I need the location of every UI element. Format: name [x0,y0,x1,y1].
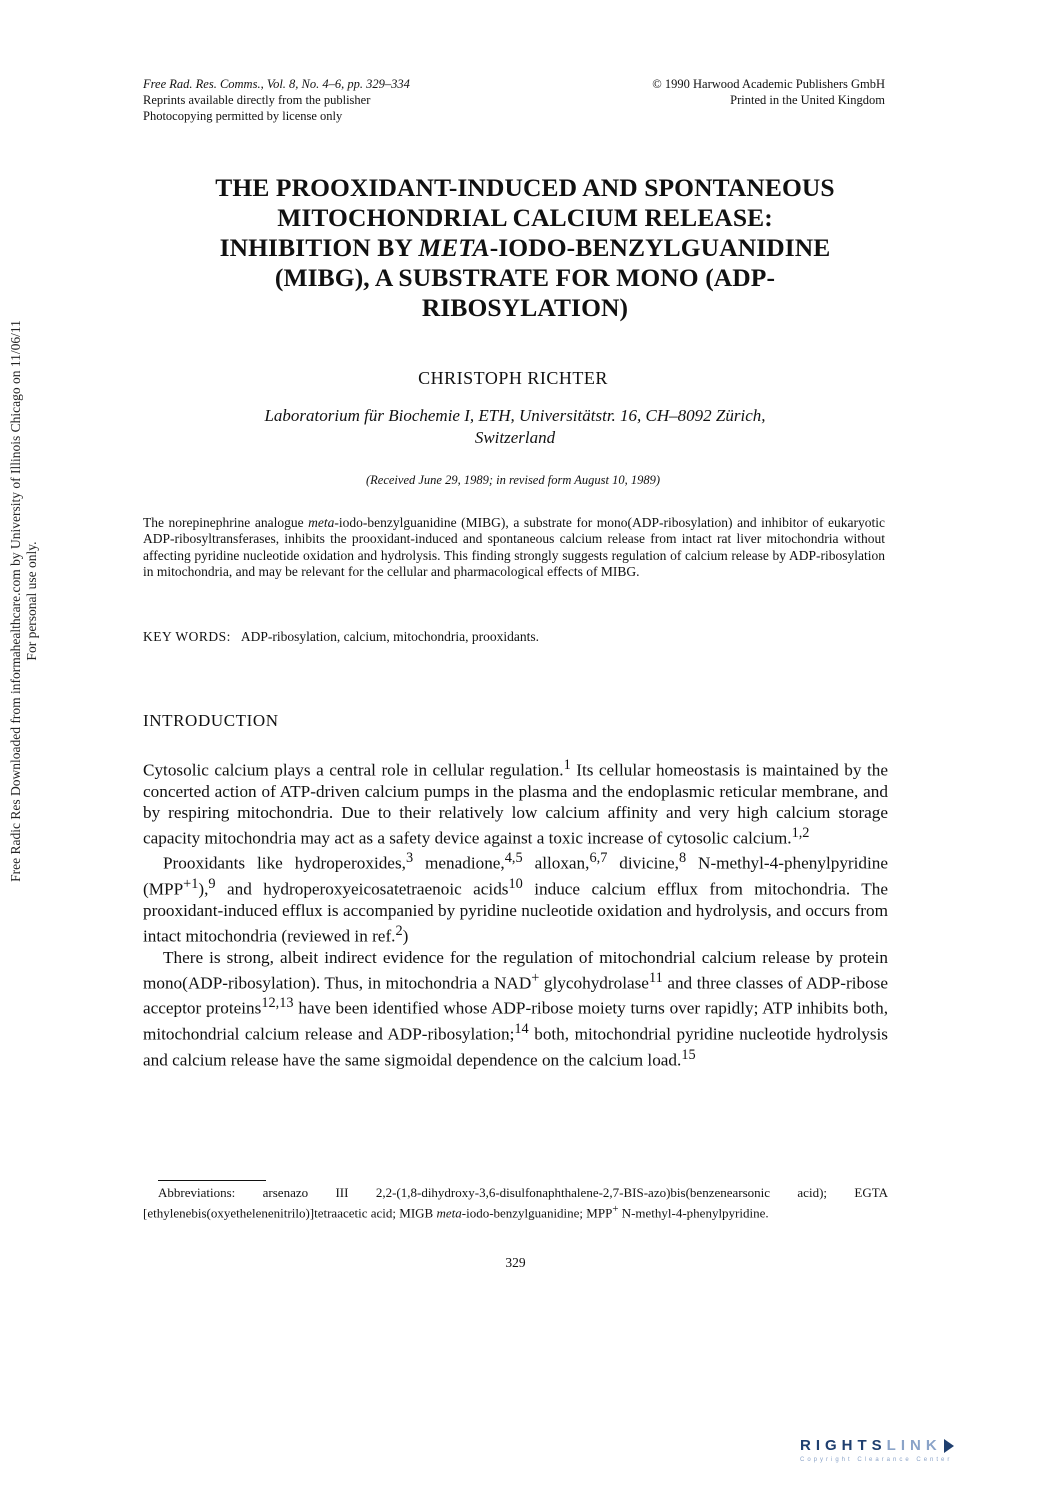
text-run: Cytosolic calcium plays a central role in cellular regulation. [143,760,564,780]
title-line: RIBOSYLATION) [421,293,629,322]
abstract [143,515,885,581]
chevron-right-icon [944,1439,954,1453]
citation-ref: 8 [678,850,687,867]
charge-superscript: + [531,969,540,986]
citation-ref: 1 [563,757,571,773]
keywords-label: KEY WORDS: [143,629,231,644]
citation-ref: 15 [681,1046,696,1063]
footnote-divider [158,1180,266,1181]
publisher-notice [560,76,885,108]
citation-ref: 11 [648,969,663,986]
citation-ref: 10 [508,876,523,893]
citation-ref: 14 [514,1021,529,1038]
text-run: and three classes of ADP-ribose acceptor proteins [143,973,888,1019]
footnote [143,1185,888,1221]
download-notice-line: Free Radic Res Downloaded from informahealthcare.com by University of Illinois Chicago on 11/06/11 [8,320,23,882]
keywords-text: ADP-ribosylation, calcium, mitochondria, prooxidants. [240,629,539,644]
footnote-text: Abbreviations: arsenazo III 2,2-(1,8-dihydroxy-3,6-disulfonaphthalene-2,7-BIS-azo)bis(benzenearsonic acid); EGTA [ethylenebis(oxyethelenenitrilo)]tetraacetic acid; MIGB [143,1185,888,1221]
title-line: MITOCHONDRIAL CALCIUM RELEASE: [277,203,773,232]
abstract-text: -iodo-benzylguanidine (MIBG), a substrate for mono(ADP-ribosylation) and inhibitor of eukaryotic ADP-ribosyltransferases, inhibits the prooxidant-induced and spontaneous calcium release from intact rat liver mitochondria without affecting pyridine nucleotide oxidation and hydrolysis. This finding strongly suggests regulation of calcium release by ADP-ribosylation in mitochondria, and may be relevant for the cellular and pharmacological effects of MIBG. [143,515,885,580]
author-name: CHRISTOPH RICHTER [418,368,608,388]
text-run: have been identified whose ADP-ribose moiety turns over rapidly; ATP inhibits both, mitochondrial calcium release and ADP-ribosylation; [143,999,889,1044]
title-fragment: INHIBITION BY [219,233,419,262]
affiliation-line: Switzerland [474,428,556,447]
affiliation-line: Laboratorium für Biochemie I, ETH, Universitätstr. 16, CH–8092 Zürich, [264,406,766,425]
keywords [143,629,885,645]
rightslink-light: LINK [886,1437,942,1454]
page-number: 329 [505,1255,526,1270]
paragraph [143,755,888,848]
title-line [110,233,940,263]
abstract-italic: meta [308,515,335,530]
citation-ref: 4,5 [504,850,523,867]
text-run: glycohydrolase [539,973,649,993]
citation-line: Reprints available directly from the publisher [143,93,371,107]
citation-ref: 3 [405,850,414,867]
printed-line: Printed in the United Kingdom [730,93,885,107]
text-run: divicine, [607,854,679,874]
text-run: There is strong, albeit indirect evidence for the regulation of mitochondrial calcium release by protein mono(ADP-ribosylation). Thus, in mitochondria a NAD [143,947,888,993]
section-heading: INTRODUCTION [143,711,279,730]
paragraph [143,848,888,946]
download-notice [0,320,44,882]
rightslink-logo[interactable] [800,1437,1030,1473]
text-run: menadione, [413,854,505,874]
rightslink-tagline: Copyright Clearance Center [800,1457,953,1463]
text-run: induce calcium efflux from mitochondria. The prooxidant-induced efflux is accompanied by pyridine nucleotide oxidation and hydrolysis, and occurs from intact mitochondria (reviewed in ref. [143,879,889,946]
journal-citation [143,76,543,124]
citation-ref: 9 [208,876,216,893]
copyright-line: © 1990 Harwood Academic Publishers GmbH [652,77,885,91]
rightslink-wordmark [800,1437,1030,1455]
text-run: both, mitochondrial pyridine nucleotide hydrolysis and calcium release have the same sigmoidal dependence on the calcium load. [143,1024,888,1070]
citation-ref: 2 [395,922,403,939]
title-italic-fragment: META [418,233,490,262]
charge-superscript: + [612,1203,619,1215]
charge-superscript: +1 [183,876,199,893]
title-fragment: -IODO-BENZYLGUANIDINE [489,233,831,262]
title-line: (MIBG), A SUBSTRATE FOR MONO (ADP- [274,263,776,292]
footnote-text: -iodo-benzylguanidine; MPP [461,1205,613,1221]
rightslink-bold: RIGHTS [800,1437,887,1454]
citation-line: Free Rad. Res. Comms., Vol. 8, No. 4–6, pp. 329–334 [143,77,410,91]
download-notice-text [8,191,40,1011]
text-run: ) [402,926,409,946]
text-run: N-methyl-4-phenylpyridine (MPP [143,854,889,899]
text-run: alloxan, [522,854,590,874]
footnote-text: N-methyl-4-phenylpyridine. [618,1205,769,1221]
citation-ref: 1,2 [791,824,810,841]
text-run: and hydroperoxyeicosatetraenoic acids [215,879,509,899]
citation-ref: 12,13 [261,995,294,1012]
title-line: THE PROOXIDANT-INDUCED AND SPONTANEOUS [215,173,835,202]
citation-ref: 6,7 [589,850,608,867]
received-dates: (Received June 29, 1989; in revised form August 10, 1989) [365,473,661,487]
author-affiliation [160,405,870,449]
text-run: Prooxidants like hydroperoxides, [163,854,406,874]
footnote-italic: meta [436,1205,462,1221]
download-notice-line: For personal use only. [24,541,39,661]
article-title [110,173,940,323]
abstract-text: The norepinephrine analogue [143,515,309,530]
text-run: ), [198,879,209,899]
body-text [143,755,888,1071]
paragraph [143,947,888,1071]
citation-line: Photocopying permitted by license only [143,109,343,123]
text-run: Its cellular homeostasis is maintained by the concerted action of ATP-driven calcium pumps in the plasma and the endoplasmic reticular membrane, and by respiring mitochondria. Due to their relatively low calcium affinity and very high calcium storage capacity mitochondria may act as a safety device against a toxic increase of cytosolic calcium. [143,760,888,848]
